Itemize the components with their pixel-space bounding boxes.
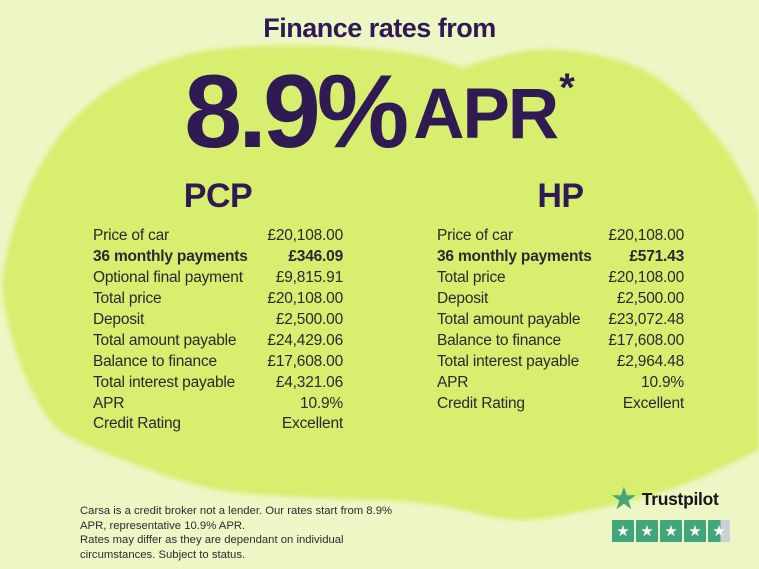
table-row xyxy=(437,226,684,247)
legal-disclaimer xyxy=(80,504,420,562)
trustpilot-wordmark: Trustpilot xyxy=(641,488,719,509)
star-box-4 xyxy=(684,520,706,542)
row-label: Credit Rating xyxy=(93,415,181,433)
row-value: £23,072.48 xyxy=(608,311,684,328)
row-label: APR xyxy=(93,394,125,412)
table-row xyxy=(93,310,343,331)
row-value: £20,108.00 xyxy=(608,269,684,287)
table-row xyxy=(437,268,684,289)
table-row xyxy=(93,247,343,268)
headline-rate xyxy=(0,54,759,170)
table-row xyxy=(437,372,684,393)
row-label: Total price xyxy=(93,290,162,308)
table-row xyxy=(93,330,343,351)
row-label: Balance to finance xyxy=(93,352,217,370)
row-value: £571.43 xyxy=(629,248,684,266)
row-value: £24,429.06 xyxy=(267,331,343,349)
star-box-1 xyxy=(612,520,634,542)
hp-finance-table xyxy=(437,179,684,414)
page-title: Finance rates from xyxy=(263,13,496,43)
table-row xyxy=(93,414,343,435)
pcp-table-title: PCP xyxy=(183,177,253,215)
row-label: Total interest payable xyxy=(93,373,236,391)
table-row xyxy=(93,393,343,414)
row-label: Price of car xyxy=(437,227,513,245)
row-label: Total price xyxy=(437,269,506,287)
trustpilot-rating-stars xyxy=(612,520,742,542)
trustpilot-logo xyxy=(610,481,742,516)
table-row xyxy=(93,268,343,289)
row-label: 36 monthly payments xyxy=(93,248,248,266)
table-row xyxy=(93,351,343,372)
disclaimer-line-2: Rates may differ as they are dependant on individual circumstances. Subject to status. xyxy=(80,534,344,561)
row-value: Excellent xyxy=(281,415,343,433)
row-value: 10.9% xyxy=(641,373,684,391)
trustpilot-star-icon: ★ xyxy=(610,481,638,516)
trustpilot-widget xyxy=(610,481,742,542)
row-label: Credit Rating xyxy=(437,394,525,412)
apr-asterisk: * xyxy=(559,66,575,110)
row-value: £17,608.00 xyxy=(608,331,684,349)
row-value: £2,964.48 xyxy=(616,352,684,370)
row-label: Total interest payable xyxy=(437,352,580,370)
table-row xyxy=(437,247,684,268)
pcp-finance-table xyxy=(93,179,343,435)
row-label: Deposit xyxy=(93,311,145,328)
table-row xyxy=(437,393,684,414)
row-value: £2,500.00 xyxy=(616,290,684,308)
row-value: Excellent xyxy=(622,394,684,412)
table-row xyxy=(437,289,684,310)
apr-label: APR xyxy=(413,75,558,154)
row-label: Price of car xyxy=(93,227,169,245)
row-value: £17,608.00 xyxy=(267,352,343,370)
star-icon: ★ xyxy=(712,522,726,540)
star-icon: ★ xyxy=(616,522,630,540)
row-label: APR xyxy=(437,373,469,391)
row-label: Total amount payable xyxy=(93,331,237,349)
row-value: £20,108.00 xyxy=(267,290,343,308)
star-icon: ★ xyxy=(664,522,678,540)
row-value: £346.09 xyxy=(288,248,343,266)
table-row xyxy=(437,330,684,351)
disclaimer-line-1: Carsa is a credit broker not a lender. Our rates start from 8.9% APR, representative 10.9% APR. xyxy=(80,505,393,532)
table-row xyxy=(93,226,343,247)
table-row xyxy=(93,289,343,310)
row-value: 10.9% xyxy=(300,394,343,412)
row-label: Total amount payable xyxy=(437,311,581,328)
hp-table-title: HP xyxy=(537,177,584,215)
star-box-3 xyxy=(660,520,682,542)
rate-value: 8.9% xyxy=(184,54,406,170)
table-row xyxy=(93,372,343,393)
table-row xyxy=(437,351,684,372)
row-label: 36 monthly payments xyxy=(437,248,592,266)
row-label: Balance to finance xyxy=(437,331,561,349)
star-icon: ★ xyxy=(688,522,702,540)
table-row xyxy=(437,310,684,331)
star-icon: ★ xyxy=(640,522,654,540)
row-value: £9,815.91 xyxy=(275,269,343,287)
star-box-2 xyxy=(636,520,658,542)
row-value: £4,321.06 xyxy=(275,373,343,391)
row-label: Optional final payment xyxy=(93,269,243,287)
row-value: £20,108.00 xyxy=(608,227,684,245)
row-label: Deposit xyxy=(437,290,489,308)
row-value: £2,500.00 xyxy=(275,311,343,328)
row-value: £20,108.00 xyxy=(267,227,343,245)
star-box-5-half xyxy=(708,520,730,542)
